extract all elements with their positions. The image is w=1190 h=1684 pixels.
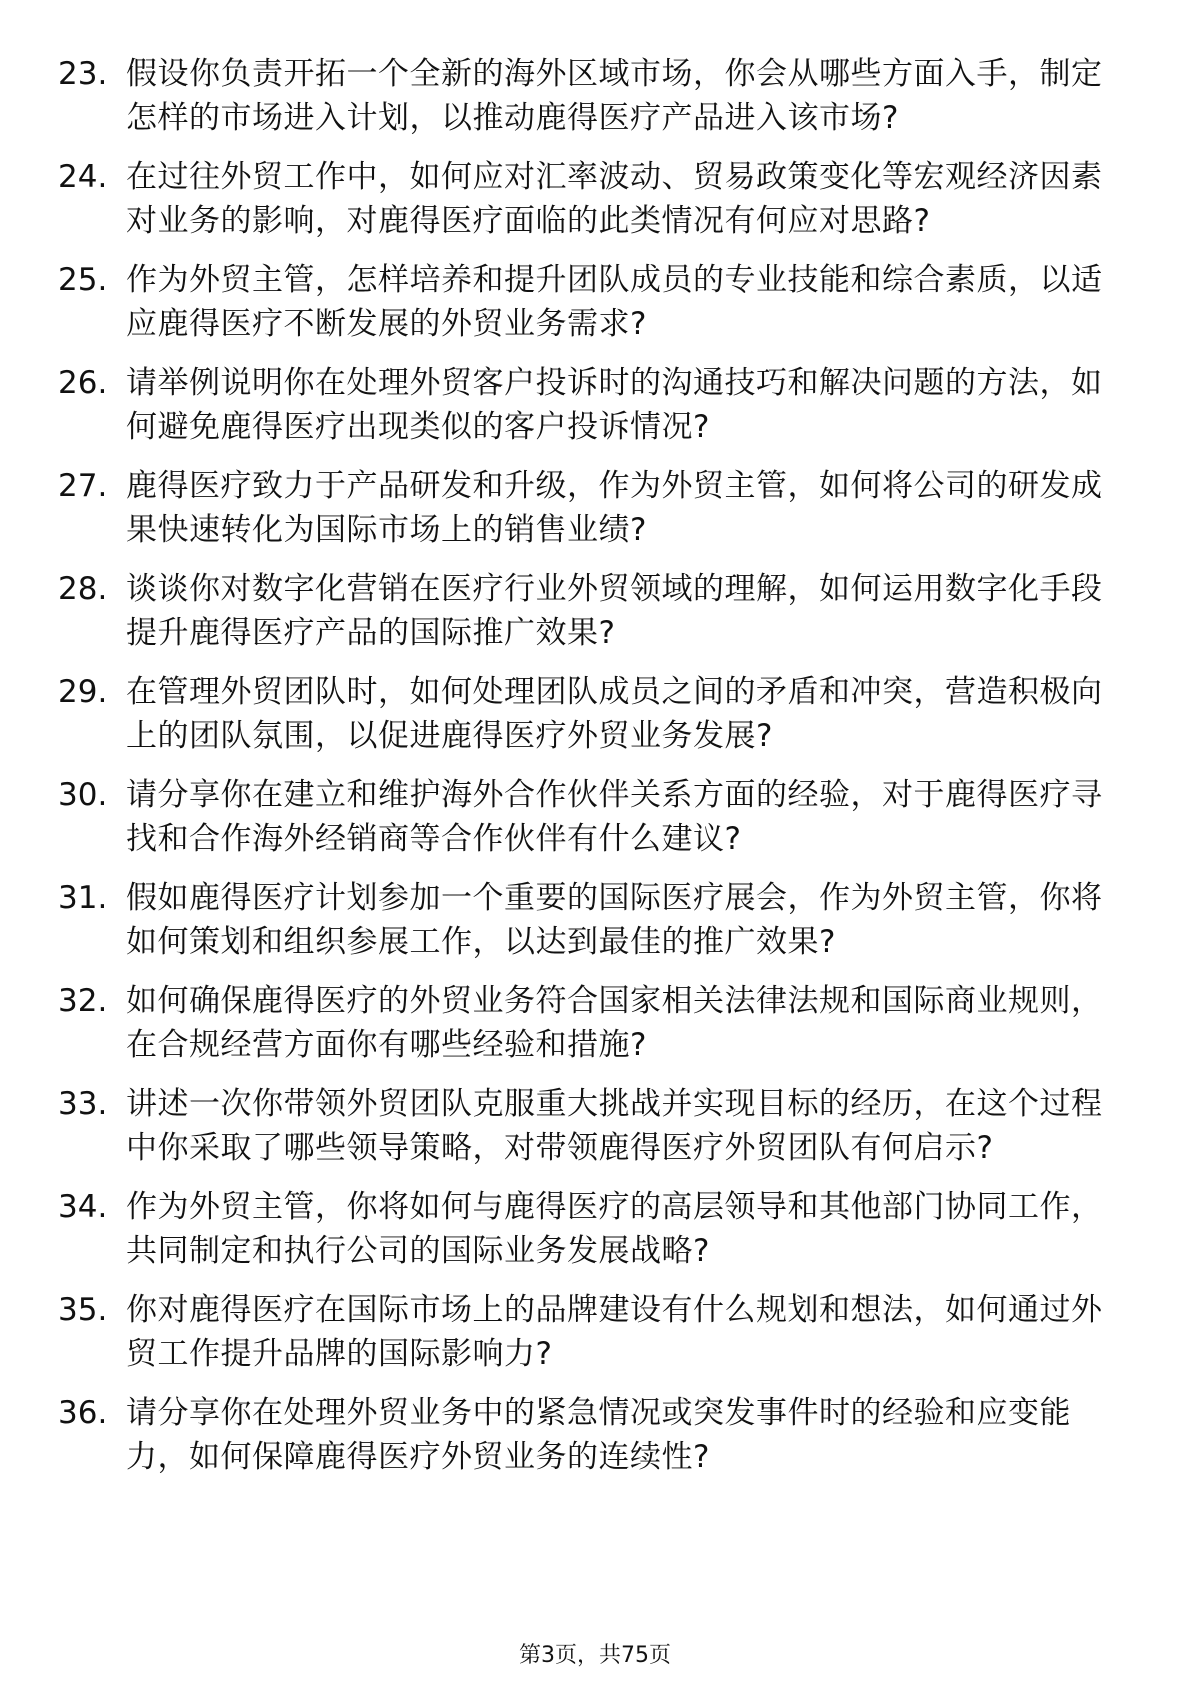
question-text: 作为外贸主管，怎样培养和提升团队成员的专业技能和综合素质，以适应鹿得医疗不断发展的外贸业务需求? (126, 262, 1103, 342)
question-list (58, 52, 1128, 1494)
question-number: 27. (58, 468, 108, 504)
question-text: 在过往外贸工作中，如何应对汇率波动、贸易政策变化等宏观经济因素对业务的影响，对鹿得医疗面临的此类情况有何应对思路? (126, 159, 1103, 239)
question-text: 作为外贸主管，你将如何与鹿得医疗的高层领导和其他部门协同工作，共同制定和执行公司的国际业务发展战略? (126, 1189, 1103, 1269)
question-item (58, 1288, 1128, 1376)
question-number: 25. (58, 262, 108, 298)
question-item (58, 464, 1128, 552)
question-number: 32. (58, 983, 108, 1019)
question-number: 36. (58, 1395, 108, 1431)
question-text: 鹿得医疗致力于产品研发和升级，作为外贸主管，如何将公司的研发成果快速转化为国际市场上的销售业绩? (126, 468, 1103, 548)
question-text: 请分享你在处理外贸业务中的紧急情况或突发事件时的经验和应变能力，如何保障鹿得医疗外贸业务的连续性? (126, 1395, 1071, 1475)
question-number: 33. (58, 1086, 108, 1122)
question-text: 假如鹿得医疗计划参加一个重要的国际医疗展会，作为外贸主管，你将如何策划和组织参展工作，以达到最佳的推广效果? (126, 880, 1103, 960)
question-item (58, 155, 1128, 243)
question-item (58, 52, 1128, 140)
question-item (58, 1391, 1128, 1479)
question-number: 31. (58, 880, 108, 916)
question-item (58, 567, 1128, 655)
question-number: 29. (58, 674, 108, 710)
question-item (58, 1082, 1128, 1170)
question-number: 35. (58, 1292, 108, 1328)
question-text: 讲述一次你带领外贸团队克服重大挑战并实现目标的经历，在这个过程中你采取了哪些领导策略，对带领鹿得医疗外贸团队有何启示? (126, 1086, 1103, 1166)
page-number-label: 第3页，共75页 (519, 1643, 671, 1668)
question-number: 34. (58, 1189, 108, 1225)
question-text: 你对鹿得医疗在国际市场上的品牌建设有什么规划和想法，如何通过外贸工作提升品牌的国际影响力? (126, 1292, 1103, 1372)
question-number: 24. (58, 159, 108, 195)
question-item (58, 773, 1128, 861)
question-number: 23. (58, 56, 108, 92)
question-number: 30. (58, 777, 108, 813)
question-number: 26. (58, 365, 108, 401)
question-text: 在管理外贸团队时，如何处理团队成员之间的矛盾和冲突，营造积极向上的团队氛围，以促进鹿得医疗外贸业务发展? (126, 674, 1103, 754)
question-text: 谈谈你对数字化营销在医疗行业外贸领域的理解，如何运用数字化手段提升鹿得医疗产品的国际推广效果? (126, 571, 1103, 651)
question-item (58, 670, 1128, 758)
question-text: 请分享你在建立和维护海外合作伙伴关系方面的经验，对于鹿得医疗寻找和合作海外经销商等合作伙伴有什么建议? (126, 777, 1103, 857)
page-footer (0, 1641, 1190, 1671)
question-number: 28. (58, 571, 108, 607)
question-item (58, 258, 1128, 346)
question-item (58, 1185, 1128, 1273)
question-item (58, 876, 1128, 964)
question-item (58, 979, 1128, 1067)
question-text: 请举例说明你在处理外贸客户投诉时的沟通技巧和解决问题的方法，如何避免鹿得医疗出现类似的客户投诉情况? (126, 365, 1103, 445)
question-text: 假设你负责开拓一个全新的海外区域市场，你会从哪些方面入手，制定怎样的市场进入计划，以推动鹿得医疗产品进入该市场? (126, 56, 1103, 136)
question-text: 如何确保鹿得医疗的外贸业务符合国家相关法律法规和国际商业规则，在合规经营方面你有哪些经验和措施? (126, 983, 1103, 1063)
question-item (58, 361, 1128, 449)
